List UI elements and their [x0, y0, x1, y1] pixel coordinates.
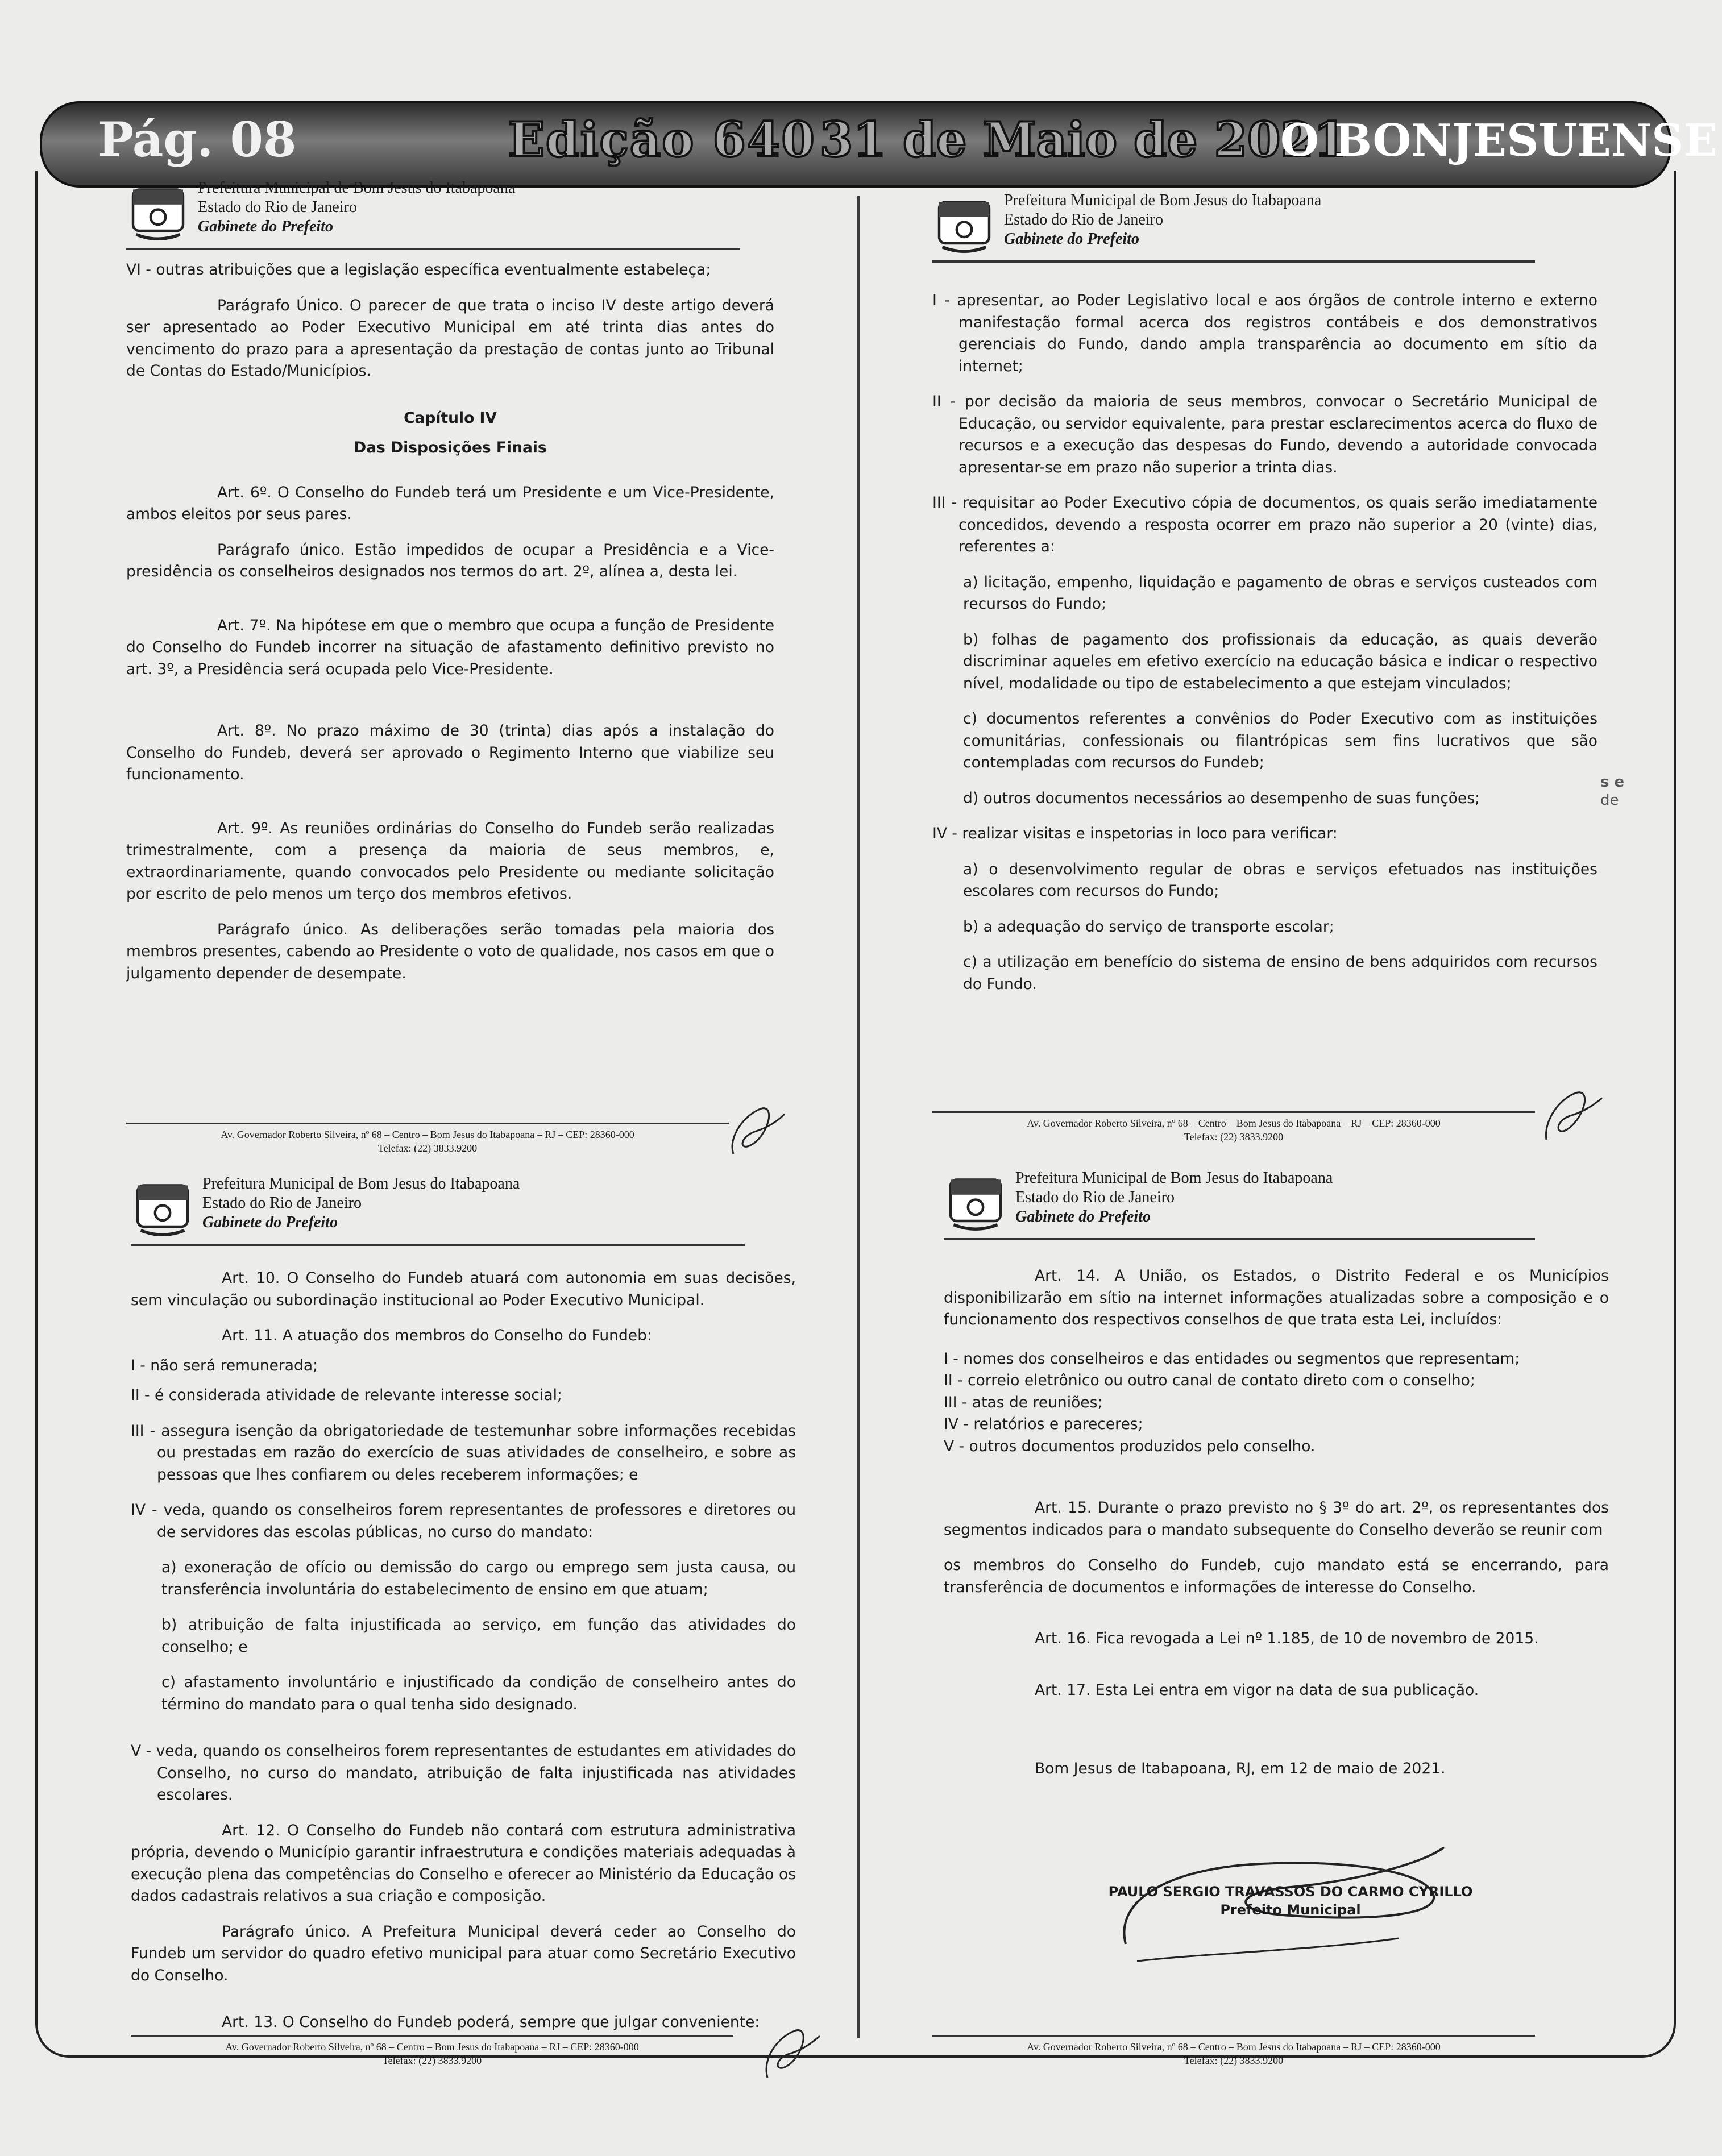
crest-icon — [126, 181, 190, 243]
document-bottom-left — [131, 1171, 796, 2047]
header-estado: Estado do Rio de Janeiro — [198, 198, 357, 216]
list-item: b) a adequação do serviço de transporte escolar; — [963, 917, 1334, 936]
signature-initials — [722, 1103, 790, 1165]
header-prefeitura: Prefeitura Municipal de Bom Jesus do Itabapoana — [1004, 192, 1322, 209]
paragraph: Art. 6º. O Conselho do Fundeb terá um Presidente e um Vice-Presidente, ambos eleitos por seus pares. — [126, 483, 774, 523]
list-item: IV - relatórios e pareceres; — [944, 1415, 1143, 1433]
letterhead — [126, 175, 774, 266]
paragraph: Parágrafo único. Estão impedidos de ocupar a Presidência e a Vice-presidência os conselheiros designados nos termos do art. 2º, alínea a, desta lei. — [126, 541, 774, 580]
list-item: a) exoneração de ofício ou demissão do cargo ou emprego sem justa causa, ou transferência involuntária do estabelecimento de ensino em que atuam; — [161, 1559, 796, 1598]
footer-address: Av. Governador Roberto Silveira, nº 68 – Centro – Bom Jesus do Itabapoana – RJ – CEP: 28360-000 Telefax: (22) 3833.9200 — [126, 1123, 729, 1155]
list-item: I - apresentar, ao Poder Legislativo local e aos órgãos de controle interno e externo manifestação formal acerca dos registros contábeis e dos demonstrativos gerenciais do Fundo, dando ampla transparência ao documento em sítio da internet; — [932, 292, 1597, 375]
list-item: d) outros documentos necessários ao desempenho de suas funções; — [963, 789, 1480, 807]
paragraph: Art. 11. A atuação dos membros do Conselho do Fundeb: — [222, 1327, 652, 1344]
chapter-subtitle: Das Disposições Finais — [354, 439, 547, 456]
letterhead — [932, 188, 1597, 279]
header-prefeitura: Prefeitura Municipal de Bom Jesus do Itabapoana — [198, 179, 516, 197]
paragraph: Art. 7º. Na hipótese em que o membro que ocupa a função de Presidente do Conselho do Fundeb incorrer na situação de afastamento definitivo previsto no art. 3º, a Presidência será ocupada pelo Vice-Presidente. — [126, 616, 774, 678]
footer-address: Av. Governador Roberto Silveira, nº 68 – Centro – Bom Jesus do Itabapoana – RJ – CEP: 28360-000 Telefax: (22) 3833.9200 — [932, 2035, 1535, 2067]
margin-note: s e de — [1600, 774, 1625, 809]
letterhead — [944, 1165, 1609, 1256]
header-gabinete: Gabinete do Prefeito — [1015, 1208, 1151, 1226]
list-item: III - requisitar ao Poder Executivo cópia de documentos, os quais serão imediatamente concedidos, devendo a resposta ocorrer em prazo não superior a 20 (vinte) dias, referentes a: — [932, 494, 1597, 555]
paragraph: Art. 12. O Conselho do Fundeb não contará com estrutura administrativa própria, devendo o Município garantir infraestrutura e condições materiais adequadas à execução plena das competências do Conselho e oferecer ao Ministério da Educação os dados cadastrais relativos a sua criação e composição. — [131, 1821, 796, 1905]
mayor-name: PAULO SERGIO TRAVASSOS DO CARMO CYRILLO — [1108, 1884, 1473, 1900]
paragraph: Art. 8º. No prazo máximo de 30 (trinta) dias após a instalação do Conselho do Fundeb, deverá ser aprovado o Regimento Interno que viabilize seu funcionamento. — [126, 722, 774, 783]
header-gabinete: Gabinete do Prefeito — [1004, 230, 1139, 248]
list-item: c) afastamento involuntário e injustificado da condição de conselheiro antes do término do mandato para o qual tenha sido designado. — [161, 1673, 796, 1713]
header-estado: Estado do Rio de Janeiro — [202, 1194, 362, 1212]
header-gabinete: Gabinete do Prefeito — [202, 1214, 338, 1231]
list-item: III - atas de reuniões; — [944, 1393, 1103, 1411]
chapter-title: Capítulo IV — [404, 409, 497, 427]
list-item: I - nomes dos conselheiros e das entidades ou segmentos que representam; — [944, 1349, 1520, 1368]
header-gabinete: Gabinete do Prefeito — [198, 218, 333, 235]
list-item: a) o desenvolvimento regular de obras e serviços efetuados nas instituições escolares com recursos do Fundo; — [963, 860, 1597, 900]
paragraph: Art. 17. Esta Lei entra em vigor na data de sua publicação. — [1035, 1681, 1479, 1699]
paragraph: Parágrafo Único. O parecer de que trata o inciso IV deste artigo deverá ser apresentado ao Poder Executivo Municipal em até trinta dias antes do vencimento do prazo para a apresentação da prestação de contas junto ao Tribunal de Contas do Estado/Municípios. — [126, 296, 774, 380]
crest-icon — [131, 1177, 194, 1239]
paragraph: Parágrafo único. A Prefeitura Municipal deverá ceder ao Conselho do Fundeb um servidor do quadro efetivo municipal para atuar como Secretário Executivo do Conselho. — [131, 1922, 796, 1984]
column-divider — [857, 196, 860, 2038]
list-item: V - outros documentos produzidos pelo conselho. — [944, 1437, 1316, 1455]
list-item: V - veda, quando os conselheiros forem representantes de estudantes em atividades do Conselho, no curso do mandato, atribuição de falta injustificada nas atividades escolares. — [131, 1742, 796, 1804]
paragraph: Art. 16. Fica revogada a Lei nº 1.185, de 10 de novembro de 2015. — [1035, 1630, 1539, 1647]
signature-initials — [756, 2024, 824, 2086]
paragraph: VI - outras atribuições que a legislação específica eventualmente estabeleça; — [126, 261, 711, 279]
document-top-right — [932, 188, 1597, 1009]
list-item: III - assegura isenção da obrigatoriedade de testemunhar sobre informações recebidas ou prestadas em razão do exercício de suas atividades de conselheiro, e sobre as pessoas que lhes confiarem ou deles receberem informações; e — [131, 1422, 796, 1484]
list-item: a) licitação, empenho, liquidação e pagamento de obras e serviços custeados com recursos do Fundo; — [963, 573, 1597, 613]
mayor-title: Prefeito Municipal — [1220, 1902, 1361, 1918]
list-item: II - por decisão da maioria de seus membros, convocar o Secretário Municipal de Educação, ou servidor equivalente, para prestar esclarecimentos acerca do fluxo de recursos e a execução das despesas do Fundo, devendo a autoridade convocada apresentar-se em prazo não superior a trinta dias. — [932, 393, 1597, 476]
paragraph: Art. 14. A União, os Estados, o Distrito Federal e os Municípios disponibilizarão em sítio na internet informações atualizadas sobre a composição e o funcionamento dos respectivos conselhos de que trata esta Lei, incluídos: — [944, 1267, 1609, 1328]
document-text — [944, 1265, 1609, 1780]
list-item: IV - realizar visitas e inspetorias in loco para verificar: — [932, 825, 1338, 842]
document-top-left — [126, 175, 774, 998]
list-item: b) folhas de pagamento dos profissionais da educação, as quais deverão discriminar aqueles em efetivo exercício na educação básica e indicar o respectivo nível, modalidade ou tipo de estabelecimento a que estejam vinculados; — [963, 630, 1597, 692]
paragraph: os membros do Conselho do Fundeb, cujo mandato está se encerrando, para transferência de documentos e informações de interesse do Conselho. — [944, 1556, 1609, 1596]
list-item: I - não será remunerada; — [131, 1356, 318, 1374]
list-item: c) a utilização em benefício do sistema de ensino de bens adquiridos com recursos do Fundo. — [963, 953, 1597, 993]
crest-icon — [944, 1171, 1007, 1233]
document-text — [932, 290, 1597, 995]
paragraph: Art. 15. Durante o prazo previsto no § 3º do art. 2º, os representantes dos segmentos indicados para o mandato subsequente do Conselho deverão se reunir com — [944, 1499, 1609, 1539]
page-number: Pág. 08 — [98, 111, 297, 168]
mayor-signature-block — [1080, 1883, 1501, 1919]
list-item: b) atribuição de falta injustificada ao serviço, em função das atividades do conselho; e — [161, 1616, 796, 1656]
edition-date: 31 de Maio de 2021 — [820, 111, 1347, 168]
document-bottom-right — [944, 1165, 1609, 1794]
list-item: II - correio eletrônico ou outro canal de contato direto com o conselho; — [944, 1372, 1475, 1389]
document-text — [126, 259, 774, 984]
paragraph: Art. 13. O Conselho do Fundeb poderá, sempre que julgar conveniente: — [222, 2013, 760, 2031]
paragraph: Art. 10. O Conselho do Fundeb atuará com autonomia em suas decisões, sem vinculação ou subordinação institucional ao Poder Executivo Municipal. — [131, 1269, 796, 1309]
list-item: IV - veda, quando os conselheiros forem representantes de professores e diretores ou de servidores das escolas públicas, no curso do mandato: — [131, 1501, 796, 1541]
paragraph: Parágrafo único. As deliberações serão tomadas pela maioria dos membros presentes, cabendo ao Presidente o voto de qualidade, nos casos em que o julgamento depender de desempate. — [126, 920, 774, 982]
paragraph: Art. 9º. As reuniões ordinárias do Conselho do Fundeb serão realizadas trimestralmente, com a presença da maioria de seus membros, e, extraordinariamente, quando convocados pelo Presidente ou mediante solicitação por escrito de pelo menos um terço dos membros efetivos. — [126, 819, 774, 903]
signature-initials — [1535, 1086, 1609, 1148]
footer-address: Av. Governador Roberto Silveira, nº 68 – Centro – Bom Jesus do Itabapoana – RJ – CEP: 28360-000 Telefax: (22) 3833.9200 — [932, 1111, 1535, 1144]
crest-icon — [932, 193, 996, 256]
letterhead — [131, 1171, 796, 1262]
header-prefeitura: Prefeitura Municipal de Bom Jesus do Itabapoana — [202, 1175, 520, 1193]
header-estado: Estado do Rio de Janeiro — [1015, 1189, 1175, 1206]
header-estado: Estado do Rio de Janeiro — [1004, 211, 1163, 229]
header-prefeitura: Prefeitura Municipal de Bom Jesus do Itabapoana — [1015, 1169, 1333, 1187]
list-item: c) documentos referentes a convênios do Poder Executivo com as instituições comunitárias, confessionais ou filantrópicas sem fins lucrativos que são contempladas com recursos do Fundeb; — [963, 710, 1597, 771]
signing-place-date: Bom Jesus de Itabapoana, RJ, em 12 de maio de 2021. — [1035, 1760, 1446, 1777]
newspaper-name: O BONJESUENSE — [1280, 115, 1717, 167]
document-text — [131, 1268, 796, 2034]
footer-address: Av. Governador Roberto Silveira, nº 68 – Centro – Bom Jesus do Itabapoana – RJ – CEP: 28360-000 Telefax: (22) 3833.9200 — [131, 2035, 733, 2067]
list-item: II - é considerada atividade de relevante interesse social; — [131, 1386, 562, 1404]
edition-number: Edição 640 — [508, 111, 816, 168]
